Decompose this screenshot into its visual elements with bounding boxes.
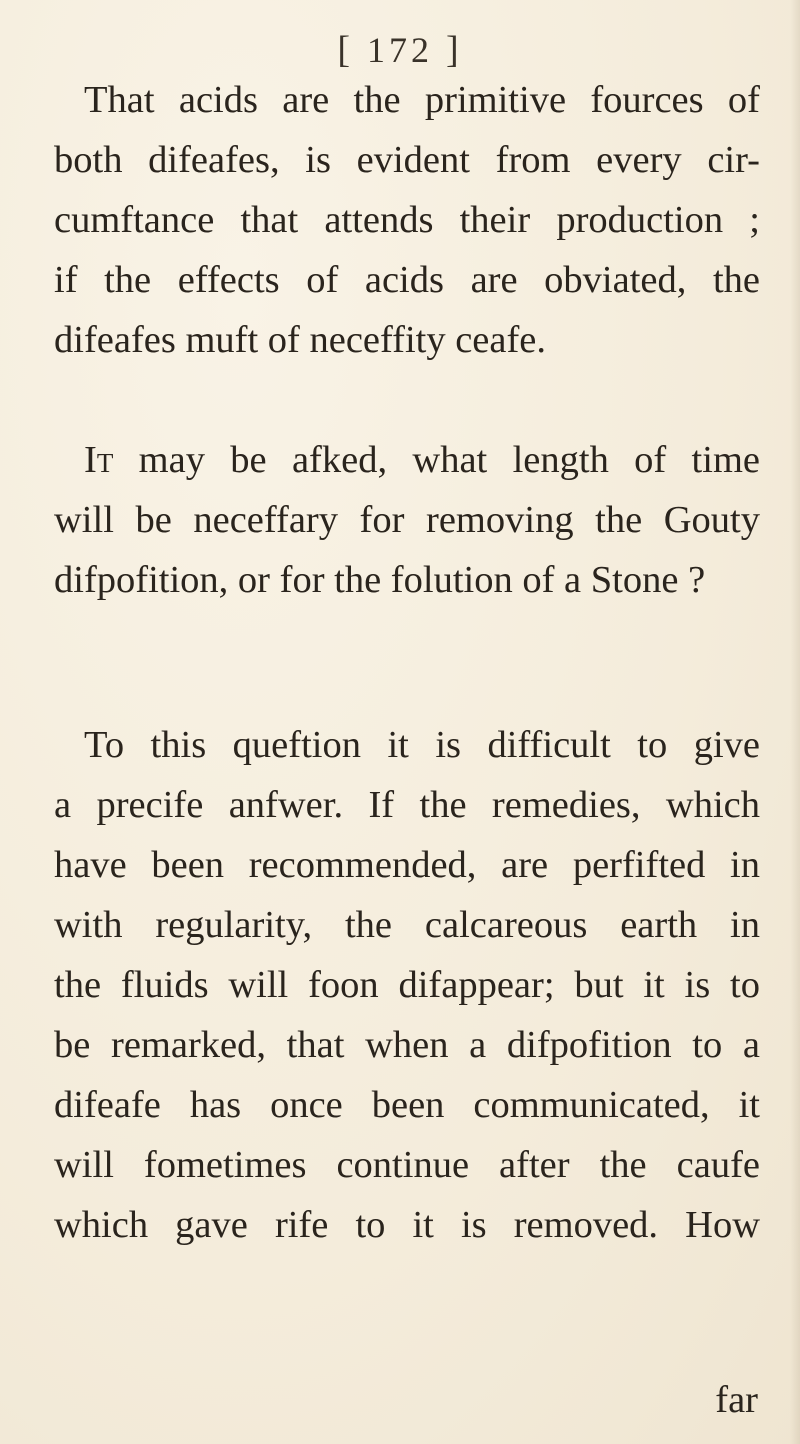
paragraph-line: the fluids will foon difappear; but it is to [54,964,760,1006]
paragraph-1 [54,70,760,370]
paragraph-line: if the effects of acids are obviated, the [54,259,760,301]
page-edge-shadow [790,0,800,1444]
catchword: far [715,1379,758,1421]
page-number-open-bracket: [ [337,29,354,71]
paragraph-line: cumftance that attends their production ; [54,199,760,241]
paragraph-line: which gave rife to it is removed. How [54,1204,760,1246]
paragraph-line: That acids are the primitive fources of [84,79,760,121]
page-number: 172 [367,30,433,70]
paragraph-lead-word: It [84,439,114,481]
paragraph-line: with regularity, the calcareous earth in [54,904,760,946]
paragraph-line-rest: may be afked, what length of time [113,439,760,481]
paragraph-line: will fometimes continue after the caufe [54,1144,760,1186]
page-number-close-bracket: ] [446,29,463,71]
paragraph-line: have been recommended, are perfifted in [54,844,760,886]
paragraph-line: both difeafes, is evident from every cir- [54,139,760,181]
paragraph-line: difeafes muft of neceffity ceafe. [54,319,547,361]
paragraph-first-line [54,430,760,490]
paragraph-line: difpofition, or for the folution of a Stone ? [54,559,706,601]
paragraph-line: be remarked, that when a difpofition to a [54,1024,760,1066]
paragraph-3 [54,715,760,1255]
paragraph-line: a precife anfwer. If the remedies, which [54,784,760,826]
paragraph-line: To this queftion it is difficult to give [84,724,760,766]
paragraph-2 [54,430,760,610]
page-number-header [0,28,800,72]
paragraph-line: difeafe has once been communicated, it [54,1084,760,1126]
paragraph-line: will be neceffary for removing the Gouty [54,499,760,541]
